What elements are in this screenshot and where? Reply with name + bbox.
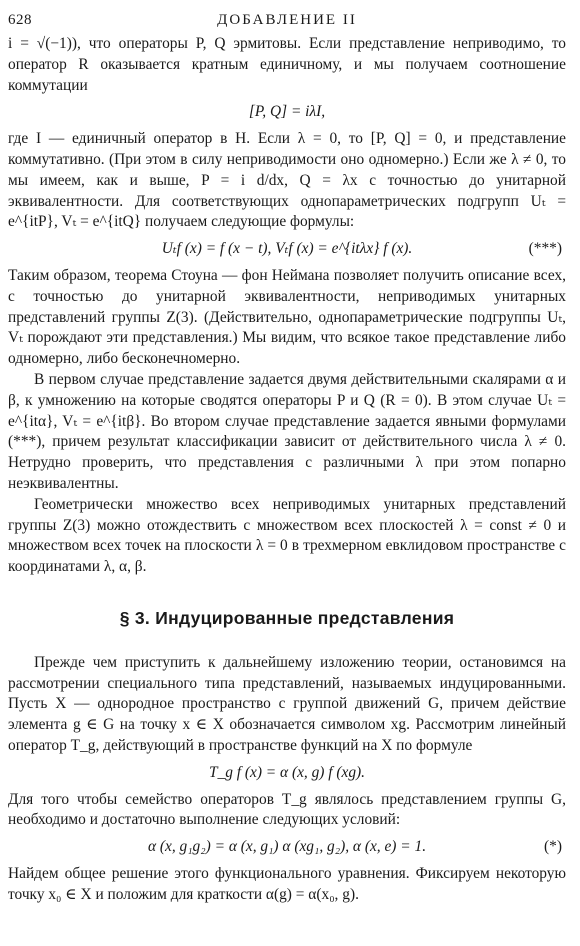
running-title: ДОБАВЛЕНИЕ II bbox=[217, 12, 357, 28]
formula-commutation bbox=[8, 102, 566, 123]
paragraph: Таким образом, теорема Стоуна — фон Неймана позволяет получить описание всех, с точностью до унитарной эквивалентности, неприводимых унитарных представлений группы Z(3). (Действительно, однопараметрические подгруппы Uₜ, Vₜ порождают эти представления.) Мы видим, что всякое такое представление либо одномерно, либо бесконечномерно. bbox=[8, 266, 566, 368]
formula-cocycle bbox=[8, 837, 566, 858]
paragraph: Найдем общее решение этого функционального уравнения. Фиксируем некоторую точку x₀ ∈ X и положим для краткости α(g) = α(x₀, g). bbox=[8, 864, 566, 903]
paragraph: Геометрически множество всех неприводимых унитарных представлений группы Z(3) можно отождествить с множеством всех плоскостей λ = const ≠ 0 и множеством всех точек на плоскости λ = 0 в трехмерном евклидовом пространстве с координатами λ, α, β. bbox=[8, 495, 566, 576]
section-heading: § 3. Индуцированные представления bbox=[119, 607, 455, 628]
paragraph: i = √(−1)), что операторы P, Q эрмитовы. Если представление неприводимо, то оператор R оказывается кратным единичному, и мы получаем соотношение коммутации bbox=[8, 35, 566, 94]
formula-text: T_g f (x) = α (x, g) f (xg). bbox=[208, 763, 366, 781]
paragraph: Прежде чем приступить к дальнейшему изложению теории, остановимся на рассмотрении специального типа представлений, называемых индуцированными. Пусть X — однородное пространство с группой движений G, причем действие элемента g ∈ G на точку x ∈ X обозначается символом xg. Рассмотрим линейный оператор T_g, действующий в пространстве функций на X по формуле bbox=[8, 653, 566, 754]
formula-text: α (x, g₁g₂) = α (x, g₁) α (xg₁, g₂), α (x, e) = 1. bbox=[147, 838, 427, 856]
paragraph: В первом случае представление задается двумя действительными скалярами α и β, к умножению на которые сводятся операторы P и Q (R = 0). В этом случае Uₜ = e^{itα}, Vₜ = e^{itβ}. Во втором случае представление задается явными формулами (***), причем результат классификации зависит от действительного числа λ ≠ 0. Нетрудно проверить, что представления с различными λ при этом попарно неэквивалентны. bbox=[8, 370, 566, 492]
paragraph: Для того чтобы семейство операторов T_g являлось представлением группы G, необходимо и достаточно выполнение следующих условий: bbox=[8, 790, 566, 829]
formula-text: [P, Q] = iλI, bbox=[248, 103, 326, 121]
equation-tag: (*) bbox=[544, 838, 562, 856]
formula-text: Uₜf (x) = f (x − t), Vₜf (x) = e^{itλx} f (x). bbox=[161, 240, 413, 258]
page-number: 628 bbox=[8, 12, 32, 28]
formula-induced bbox=[8, 763, 566, 784]
page-header bbox=[8, 6, 566, 34]
body-text bbox=[8, 34, 566, 905]
equation-tag: (***) bbox=[528, 240, 562, 258]
paragraph: где I — единичный оператор в H. Если λ = 0, то [P, Q] = 0, и представление коммутативно. (При этом в силу неприводимости оно одномерно.) Если же λ ≠ 0, то мы имеем, как и выше, P = i d/dx, Q = λx с точностью до унитарной эквивалентности. Для соответствующих однопараметрических подгрупп Uₜ = e^{itP}, Vₜ = e^{itQ} получаем следующие формулы: bbox=[8, 130, 566, 231]
formula-shift bbox=[8, 239, 566, 260]
